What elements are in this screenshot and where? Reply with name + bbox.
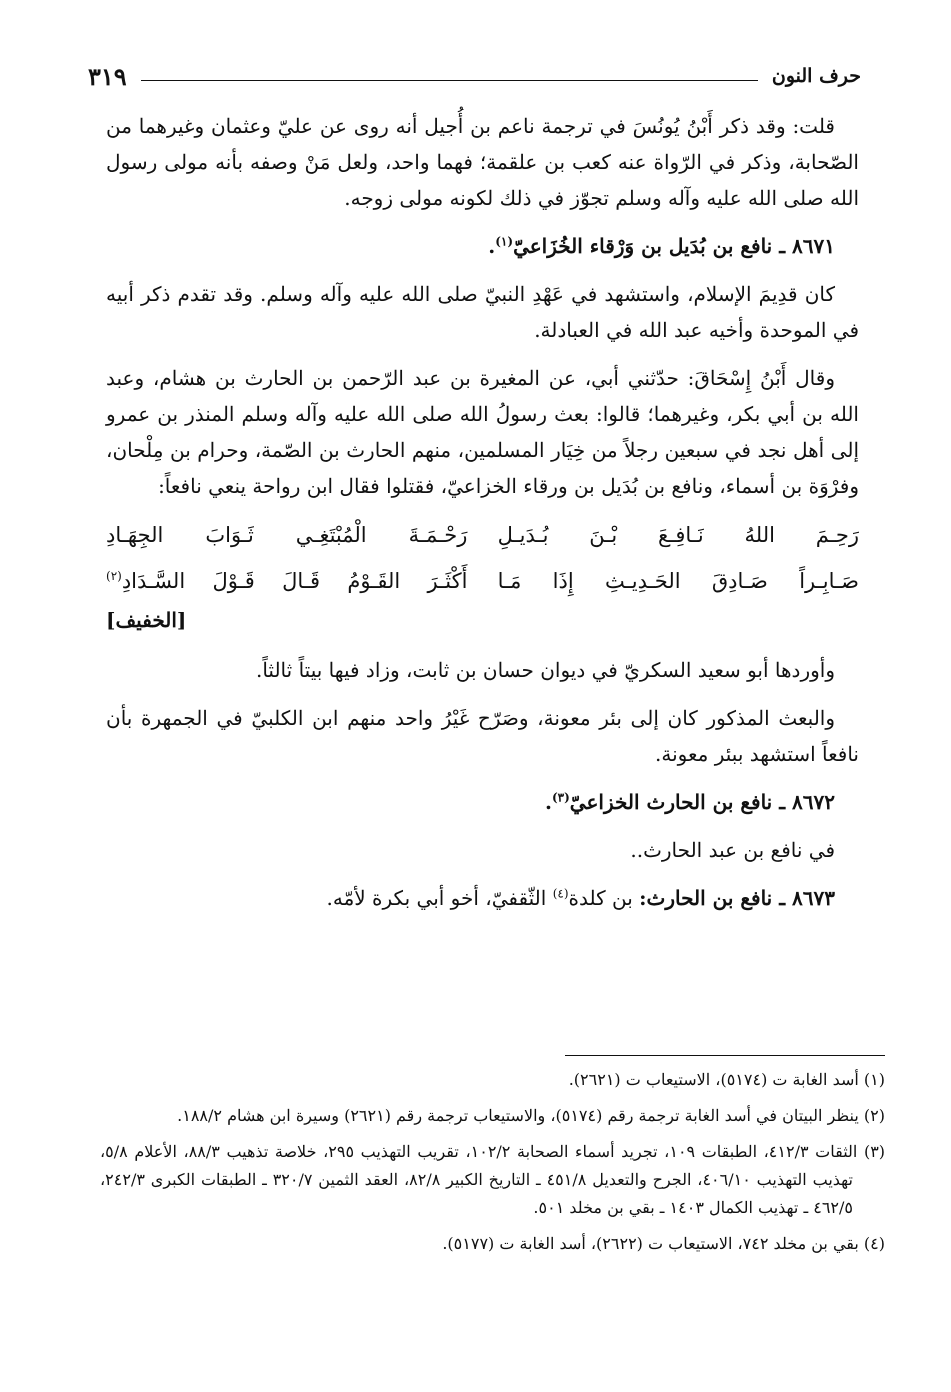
footnote-4: (٤) بقي بن مخلد ٧٤٢، الاستيعاب ت (٢٦٢٢)، أسد الغابة ت (٥١٧٧). [442, 1234, 885, 1253]
footnote-1: (١) أسد الغابة ت (٥١٧٤)، الاستيعاب ت (٢٦٢١). [568, 1070, 885, 1089]
footnote-ref: (٤) [552, 886, 569, 901]
page-header [88, 56, 861, 96]
poem-line-1 [106, 516, 859, 554]
footnote-ref: (١) [495, 234, 514, 249]
entry-text: بن كلدة [568, 886, 640, 910]
footnote-ref: (٢) [106, 569, 122, 583]
entry-title: ٨٦٧١ ـ نافع بن بُدَيل بن وَرْقاء الخُزَاعيّ [513, 234, 835, 258]
footnote-2: (٢) ينظر البيتان في أسد الغابة ترجمة رقم (٥١٧٤)، والاستيعاب ترجمة رقم (٢٦٢١) وسيرة ابن هشام ١٨٨/٢. [177, 1106, 885, 1125]
entry-heading-8671 [106, 228, 859, 264]
page-number: ٣١٩ [88, 61, 127, 91]
entry-punct: . [545, 790, 552, 814]
paragraph: والبعث المذكور كان إلى بئر معونة، وصَرّح غَيْرُ واحد منهم ابن الكلبيّ في الجمهرة بأن نافعاً استشهد ببئر معونة. [106, 706, 859, 766]
hemistich-right: رَحِـمَ اللهُ نَـافِـعَ بْـنَ بُـدَيـلِ [497, 523, 859, 547]
paragraph: وأوردها أبو سعيد السكريّ في ديوان حسان بن ثابت، وزاد فيها بيتاً ثالثاً. [255, 658, 835, 682]
entry-title: ٨٦٧٢ ـ نافع بن الحارث الخزاعيّ [569, 790, 835, 814]
hemistich-text: أَكْثَـرَ القَـوْمُ قَـالَ قَـوْلَ السَّـدَادِ [121, 569, 468, 593]
entry-heading-8673 [106, 880, 859, 916]
header-rule [141, 80, 758, 81]
hemistich-left [106, 562, 467, 600]
hemistich-right: صَـابِـراً صَـادِقَ الحَـدِيـثِ إِذَا مَـا [497, 569, 859, 593]
paragraph: وقال أَبْنُ إِسْحَاقَ: حدّثني أبي، عن المغيرة بن عبد الرّحمن بن الحارث بن هشام، وعبد الله بن أبي بكر، وغيرهما؛ قالوا: بعث رسولُ الله صلى الله عليه وآله وسلم المنذر بن عمرو إلى أهل نجد في سبعين رجلاً من خِيَار المسلمين، منهم الحارث بن الصّمة، وحرام بن مِلْحان، وفرْوَة بن أسماء، ونافع بن بُدَيل بن ورقاء الخزاعيّ، فقتلوا فقال ابن رواحة ينعي نافعاً: [106, 366, 859, 498]
entry-heading-8672 [106, 784, 859, 820]
chapter-title: حرف النون [771, 65, 861, 87]
main-text [106, 108, 859, 928]
poem-line-2 [106, 562, 859, 600]
entry-title: ٨٦٧٣ ـ نافع بن الحارث: [639, 886, 835, 910]
entry-punct: . [488, 234, 496, 258]
footnote-3: (٣) الثقات ٤١٢/٣، الطبقات ١٠٩، تجريد أسماء الصحابة ١٠٢/٢، تقريب التهذيب ٢٩٥، خلاصة تذهيب ٨٨/٣، الأعلام ٥/٨، تهذيب التهذيب ٤٠٦/١٠، الجرح والتعديل ٤٥١/٨ ـ التاريخ الكبير ٨٢/٨، العقد الثمين ٣٢٠/٧ ـ الطبقات الكبرى ٢٤٢/٣، ٤٦٢/٥ ـ تهذيب الكمال ١٤٠٣ ـ بقي بن مخلد ٥٠١. [100, 1142, 886, 1217]
paragraph: قلت: وقد ذكر أَبْنُ يُونُسَ في ترجمة ناعم بن أُجيل أنه روى عن عليّ وعثمان وغيرهما من الصّحابة، وذكر في الرّواة عنه كعب بن علقمة؛ فهما واحد، ولعل مَنْ وصفه بأنه مولى رسول الله صلى الله عليه وآله وسلم تجوّز في ذلك لكونه مولى زوجه. [106, 114, 859, 210]
footnotes [100, 1066, 885, 1266]
paragraph: كان قدِيمَ الإسلام، واستشهد في عَهْدِ النبيّ صلى الله عليه وآله وسلم. وقد تقدم ذكر أبيه في الموحدة وأخيه عبد الله في العبادلة. [106, 282, 859, 342]
hemistich-left: رَحْـمَـةَ الْمُبْتَغِـي ثَـوَابَ الجِهَـادِ [106, 523, 468, 547]
entry-text: الثّقفيّ، أخو أبي بكرة لأمّه. [326, 886, 553, 910]
footnote-ref: (٣) [551, 790, 570, 805]
footnote-separator [565, 1055, 885, 1056]
paragraph: في نافع بن عبد الحارث.. [630, 838, 835, 862]
poetic-meter: [الخفيف] [106, 608, 187, 632]
